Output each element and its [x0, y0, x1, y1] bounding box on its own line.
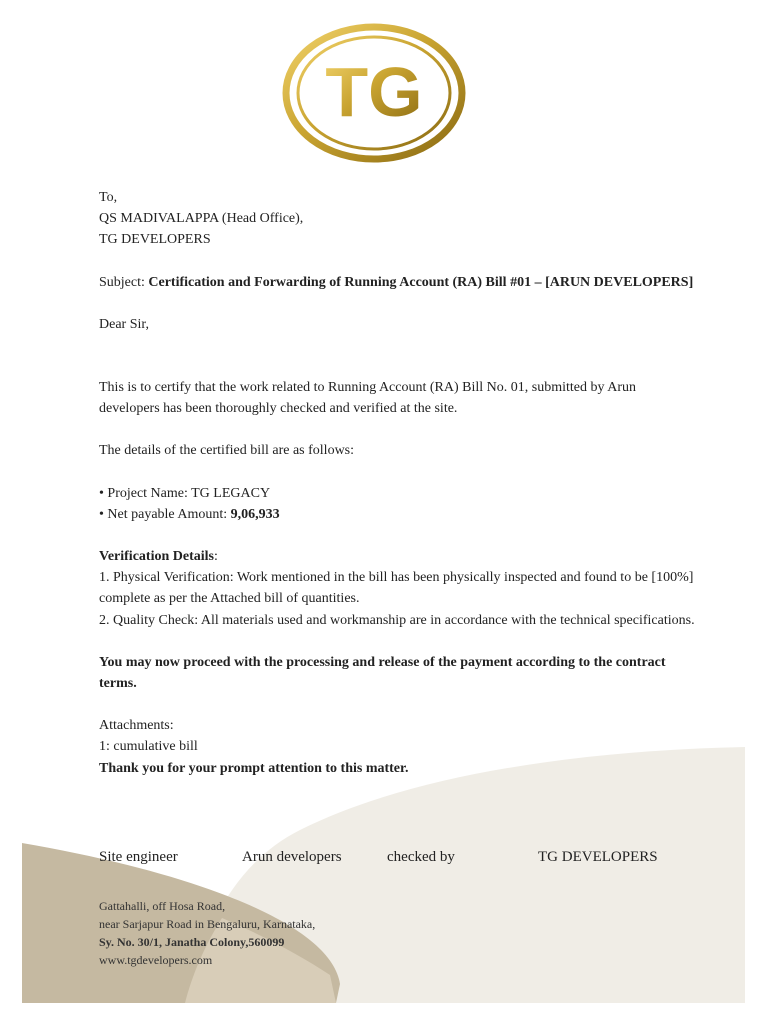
signature-contractor: Arun developers	[242, 849, 342, 865]
verification-item-physical: 1. Physical Verification: Work mentioned in the bill has been physically inspected and found to be [100%] complete as per the Attached bill of quantities.	[99, 570, 694, 607]
attachment-item: 1: cumulative bill	[99, 739, 198, 755]
footer-line-3-text: Sy. No. 30/1, Janatha Colony,560099	[99, 935, 285, 949]
details-intro: The details of the certified bill are as follows:	[99, 443, 355, 459]
salutation: Dear Sir,	[99, 316, 149, 332]
proceed-notice-text: You may now proceed with the processing and release of the payment according to the contract terms.	[99, 654, 666, 692]
signature-checked-by: checked by	[387, 849, 455, 865]
subject-line	[99, 272, 699, 293]
thanks-line	[99, 758, 699, 779]
project-name-item	[99, 483, 699, 504]
attachments-label: Attachments:	[99, 718, 174, 734]
verification-item-quality: 2. Quality Check: All materials used and workmanship are in accordance with the technical specifications.	[99, 612, 695, 628]
net-amount-label: • Net payable Amount:	[99, 506, 231, 522]
footer-website: www.tgdevelopers.com	[99, 953, 213, 967]
subject-label: Subject:	[99, 274, 149, 290]
footer-address	[99, 897, 315, 969]
letter-body	[99, 187, 699, 779]
footer-line-3	[99, 933, 315, 951]
signature-company: TG DEVELOPERS	[538, 849, 658, 865]
tg-logo	[281, 18, 467, 164]
intro-paragraph: This is to certify that the work related to Running Account (RA) Bill No. 01, submitted by Arun developers has been thoroughly checked and verified at the site.	[99, 380, 636, 417]
proceed-notice	[99, 652, 699, 694]
net-amount-value: 9,06,933	[230, 506, 280, 522]
footer-line-1: Gattahalli, off Hosa Road,	[99, 899, 226, 913]
verification-heading	[99, 546, 699, 567]
signature-site-engineer: Site engineer	[99, 849, 178, 865]
subject-text: Certification and Forwarding of Running Account (RA) Bill #01 – [ARUN DEVELOPERS]	[148, 274, 694, 290]
project-name-value: TG LEGACY	[191, 485, 271, 501]
thanks-text: Thank you for your prompt attention to this matter.	[99, 760, 409, 776]
address-company: TG DEVELOPERS	[99, 232, 211, 248]
verification-heading-colon: :	[213, 549, 218, 565]
net-amount-item	[99, 504, 699, 525]
verification-heading-text: Verification Details	[99, 549, 214, 565]
logo-letters: TG	[325, 53, 423, 131]
project-name-label: • Project Name:	[99, 485, 192, 501]
address-recipient: QS MADIVALAPPA (Head Office),	[99, 211, 304, 227]
footer-line-2: near Sarjapur Road in Bengaluru, Karnataka,	[99, 917, 316, 931]
signature-row	[0, 849, 768, 871]
address-to: To,	[99, 190, 118, 205]
